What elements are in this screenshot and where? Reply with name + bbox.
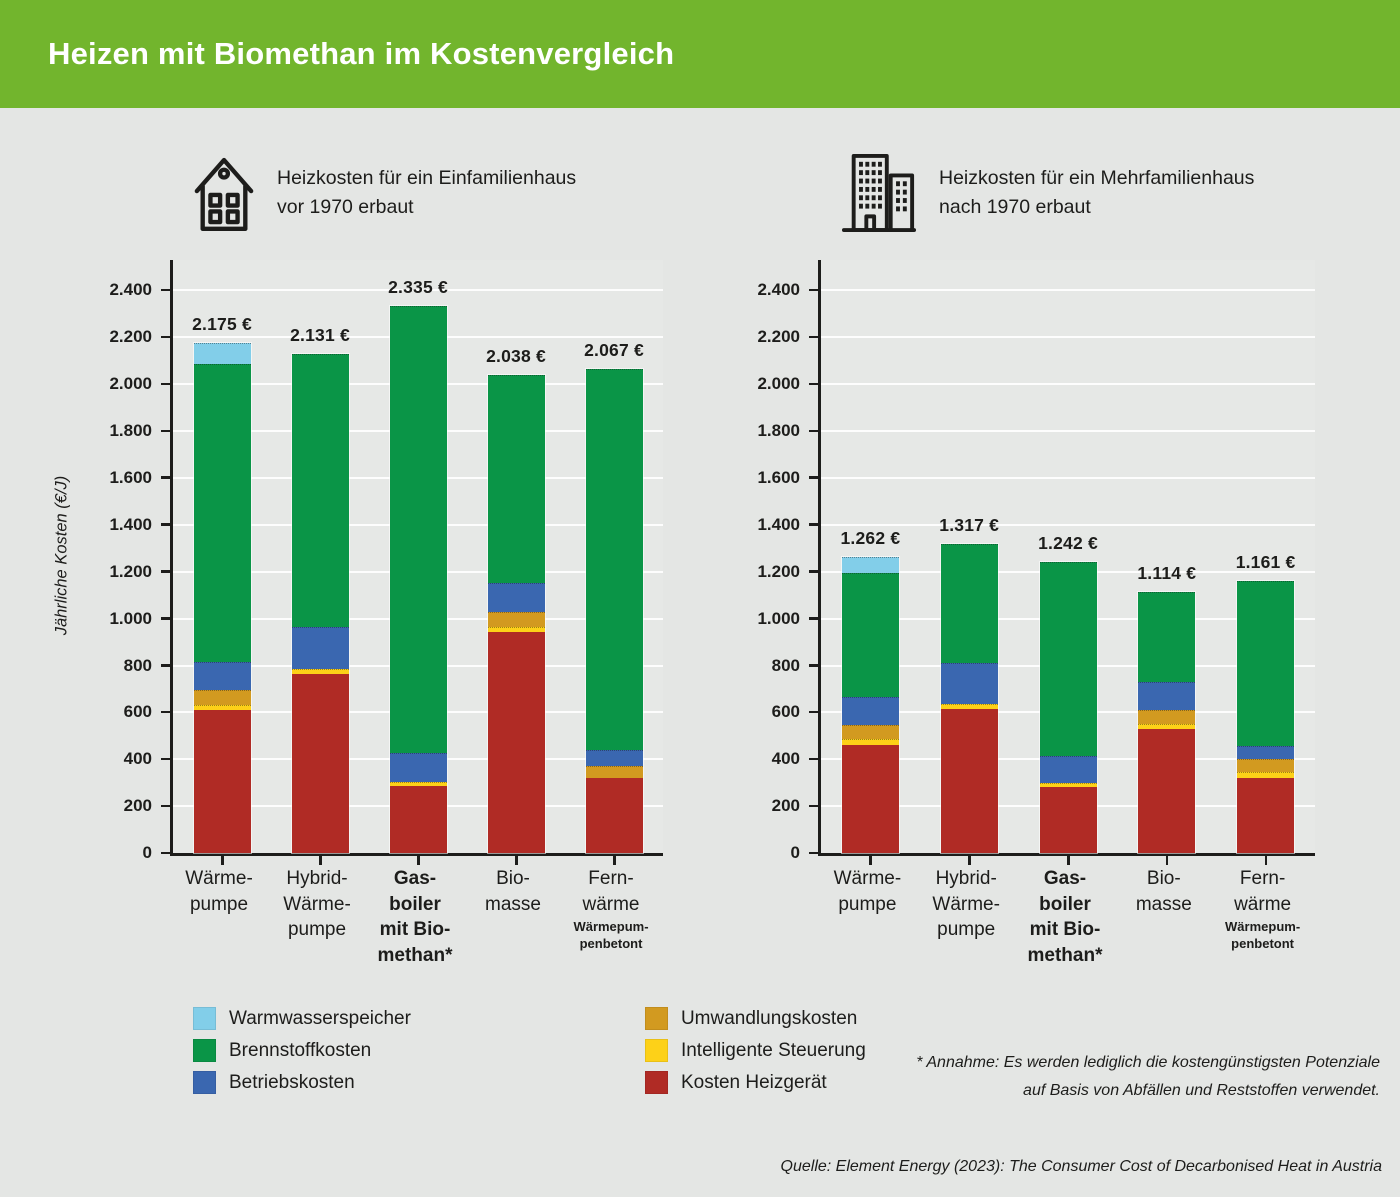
- bar-segment: [1138, 710, 1195, 724]
- category-label: Wärme- pumpe: [185, 868, 253, 915]
- y-tick-mark: [809, 476, 821, 479]
- category-sublabel: Wärmepum- penbetont: [573, 919, 649, 952]
- category-label: Fern- wärme Wärmepum- penbetont: [1198, 866, 1328, 953]
- source-credit: Quelle: Element Energy (2023): The Consumer Cost of Decarbonised Heat in Austria: [780, 1158, 1382, 1175]
- y-tick-label: 2.400: [757, 280, 800, 300]
- y-tick-label: 800: [123, 655, 152, 675]
- bar-segment: [194, 690, 251, 705]
- category-label: Fern- wärme Wärmepum- penbetont: [546, 866, 676, 953]
- x-tick-mark: [417, 856, 420, 865]
- y-tick-mark: [161, 336, 173, 339]
- y-tick-mark: [809, 523, 821, 526]
- y-tick-label: 400: [123, 749, 152, 769]
- y-tick-mark: [809, 430, 821, 433]
- legend-label: Betriebskosten: [229, 1071, 355, 1093]
- bar-total-label: 2.335 €: [388, 276, 448, 297]
- bar-segment: [1040, 562, 1097, 756]
- bar-segment: [194, 662, 251, 690]
- y-axis-labels: [748, 260, 810, 862]
- bar-segment: [488, 583, 545, 611]
- x-axis-labels: [818, 866, 1312, 986]
- y-tick-label: 0: [790, 843, 800, 862]
- category-label: Gas- boiler mit Bio- methan*: [377, 868, 453, 966]
- legend-label: Intelligente Steuerung: [680, 1039, 866, 1061]
- y-tick-label: 200: [771, 796, 800, 816]
- category-label: Bio- masse: [1135, 868, 1192, 915]
- category-sublabel: Wärmepum- penbetont: [1225, 919, 1301, 952]
- y-tick-label: 1.000: [109, 608, 152, 628]
- bar-segment: [1138, 592, 1195, 682]
- legend-item: [193, 1007, 411, 1030]
- stacked-bar: [1040, 562, 1097, 853]
- y-tick-mark: [809, 758, 821, 761]
- legend-label: Kosten Heizgerät: [680, 1071, 827, 1093]
- bar-segment: [1040, 787, 1097, 853]
- chart-subtitle: [939, 164, 1254, 223]
- bar-total-label: 1.262 €: [840, 528, 901, 549]
- stacked-bar: [941, 544, 998, 853]
- y-tick-label: 400: [771, 749, 800, 769]
- y-tick-label: 2.000: [757, 374, 800, 394]
- legend-swatch: [193, 1007, 216, 1030]
- y-tick-mark: [809, 805, 821, 808]
- chart-subtitle: [277, 164, 576, 223]
- y-tick-label: 2.000: [109, 374, 152, 394]
- bar-segment: [842, 557, 899, 573]
- stacked-bar: [390, 306, 447, 853]
- y-tick-label: 1.800: [109, 421, 152, 441]
- footnote-line: auf Basis von Abfällen und Reststoffen verwendet.: [1023, 1081, 1380, 1099]
- x-axis-labels: [170, 866, 660, 986]
- x-tick-mark: [869, 856, 872, 865]
- y-tick-label: 2.200: [109, 327, 152, 347]
- x-tick-mark: [319, 856, 322, 865]
- bar-segment: [586, 766, 643, 778]
- y-tick-mark: [161, 711, 173, 714]
- bar-segment: [1040, 756, 1097, 783]
- chart-einfamilienhaus: [100, 150, 678, 990]
- stacked-bar: [1138, 592, 1195, 853]
- y-tick-mark: [809, 664, 821, 667]
- y-tick-label: 600: [123, 702, 152, 722]
- gridline: [821, 430, 1315, 432]
- bar-segment: [194, 343, 251, 364]
- y-tick-mark: [161, 758, 173, 761]
- gridline: [821, 524, 1315, 526]
- y-axis-labels: [100, 260, 162, 862]
- category-label: Hybrid- Wärme- pumpe: [283, 868, 351, 941]
- y-tick-label: 1.800: [757, 421, 800, 441]
- legend-item: [645, 1007, 866, 1030]
- chart-header: [193, 152, 576, 234]
- y-tick-label: 600: [771, 702, 800, 722]
- bar-segment: [1138, 729, 1195, 853]
- bar-segment: [194, 710, 251, 853]
- bar-total-label: 1.242 €: [1038, 532, 1098, 553]
- bar-segment: [941, 709, 998, 853]
- x-tick-mark: [221, 856, 224, 865]
- legend-item: [645, 1071, 866, 1094]
- y-tick-mark: [809, 383, 821, 386]
- stacked-bar: [842, 557, 899, 853]
- footnote: [916, 1049, 1380, 1104]
- legend-swatch: [193, 1071, 216, 1094]
- bar-segment: [292, 674, 349, 853]
- bar-segment: [1237, 581, 1294, 746]
- y-tick-mark: [161, 617, 173, 620]
- plot-area: [818, 260, 1315, 856]
- bar-segment: [1237, 778, 1294, 853]
- legend: [193, 1007, 866, 1094]
- category-label: Gas- boiler mit Bio- methan*: [1027, 868, 1103, 966]
- plot-area: [170, 260, 663, 856]
- gridline: [821, 289, 1315, 291]
- chart-subtitle-line: vor 1970 erbaut: [277, 196, 414, 218]
- chart-subtitle-line: Heizkosten für ein Einfamilienhaus: [277, 166, 577, 189]
- bar-total-label: 2.038 €: [486, 346, 546, 367]
- bar-segment: [488, 375, 545, 583]
- bar-segment: [488, 632, 545, 853]
- bar-total-label: 1.114 €: [1137, 562, 1197, 583]
- bar-segment: [292, 627, 349, 669]
- x-tick-mark: [515, 856, 518, 865]
- legend-column: [193, 1007, 411, 1094]
- y-tick-mark: [161, 430, 173, 433]
- footnote-line: * Annahme: Es werden lediglich die kostengünstigsten Potenziale: [916, 1054, 1380, 1071]
- gridline: [821, 477, 1315, 479]
- y-tick-label: 1.200: [757, 561, 800, 581]
- legend-swatch: [645, 1071, 668, 1094]
- x-tick-mark: [968, 856, 971, 865]
- legend-label: Umwandlungskosten: [680, 1007, 858, 1029]
- y-tick-mark: [809, 570, 821, 573]
- x-tick-mark: [613, 856, 616, 865]
- bar-segment: [586, 750, 643, 766]
- y-tick-label: 1.600: [757, 467, 800, 487]
- bar-segment: [390, 786, 447, 853]
- y-tick-mark: [161, 570, 173, 573]
- bar-segment: [842, 697, 899, 725]
- y-tick-label: 800: [771, 655, 800, 675]
- y-tick-mark: [161, 852, 173, 855]
- bar-segment: [941, 544, 998, 663]
- legend-item: [645, 1039, 866, 1062]
- bar-segment: [390, 306, 447, 754]
- bar-segment: [842, 725, 899, 739]
- bar-segment: [1237, 746, 1294, 759]
- bar-segment: [941, 663, 998, 704]
- legend-label: Brennstoffkosten: [229, 1039, 372, 1061]
- house-icon: [193, 152, 255, 234]
- y-tick-label: 0: [142, 843, 152, 862]
- x-tick-mark: [1166, 856, 1169, 865]
- stacked-bar: [1237, 581, 1294, 853]
- bar-total-label: 2.131 €: [290, 324, 350, 345]
- y-tick-mark: [809, 852, 821, 855]
- y-tick-mark: [161, 664, 173, 667]
- legend-item: [193, 1071, 411, 1094]
- y-tick-mark: [809, 711, 821, 714]
- bar-segment: [1237, 759, 1294, 772]
- chart-subtitle-line: nach 1970 erbaut: [939, 196, 1091, 218]
- bar-total-label: 2.175 €: [192, 314, 252, 335]
- legend-swatch: [645, 1039, 668, 1062]
- bar-segment: [842, 573, 899, 697]
- category-label: Wärme- pumpe: [833, 868, 902, 915]
- bar-total-label: 2.067 €: [584, 339, 644, 360]
- chart-header: [841, 152, 1254, 234]
- page-title: Heizen mit Biomethan im Kostenvergleich: [48, 36, 675, 71]
- bar-segment: [586, 778, 643, 853]
- y-tick-mark: [161, 523, 173, 526]
- gridline: [821, 383, 1315, 385]
- x-tick-mark: [1265, 856, 1268, 865]
- chart-subtitle-line: Heizkosten für ein Mehrfamilienhaus: [939, 166, 1255, 189]
- stacked-bar: [488, 375, 545, 853]
- legend-column: [645, 1007, 866, 1094]
- y-tick-label: 2.400: [109, 280, 152, 300]
- gridline: [821, 336, 1315, 338]
- bar-segment: [292, 354, 349, 627]
- stacked-bar: [586, 369, 643, 853]
- bar-segment: [842, 745, 899, 853]
- x-tick-mark: [1067, 856, 1070, 865]
- y-tick-mark: [809, 289, 821, 292]
- y-tick-label: 1.600: [109, 467, 152, 487]
- building-icon: [841, 152, 917, 234]
- y-tick-label: 1.400: [109, 514, 152, 534]
- stacked-bar: [292, 354, 349, 853]
- bar-segment: [390, 753, 447, 781]
- bar-segment: [488, 612, 545, 627]
- chart-mehrfamilienhaus: [748, 150, 1330, 990]
- y-tick-label: 1.200: [109, 561, 152, 581]
- category-label: Hybrid- Wärme- pumpe: [932, 868, 1000, 941]
- y-tick-mark: [809, 617, 821, 620]
- y-tick-mark: [161, 383, 173, 386]
- y-tick-mark: [161, 805, 173, 808]
- legend-item: [193, 1039, 411, 1062]
- bar-segment: [194, 364, 251, 662]
- y-tick-label: 200: [123, 796, 152, 816]
- category-label: Bio- masse: [485, 868, 541, 915]
- y-tick-label: 2.200: [757, 327, 800, 347]
- legend-swatch: [193, 1039, 216, 1062]
- y-axis-title: Jährliche Kosten (€/J): [52, 475, 71, 636]
- bar-total-label: 1.161 €: [1235, 551, 1296, 572]
- bar-segment: [586, 369, 643, 750]
- legend-swatch: [645, 1007, 668, 1030]
- y-tick-label: 1.400: [757, 514, 800, 534]
- bar-total-label: 1.317 €: [939, 515, 1000, 536]
- legend-label: Warmwasserspeicher: [229, 1007, 411, 1029]
- stacked-bar: [194, 343, 251, 853]
- y-tick-mark: [809, 336, 821, 339]
- y-tick-mark: [161, 289, 173, 292]
- bar-segment: [1138, 682, 1195, 710]
- y-tick-mark: [161, 476, 173, 479]
- y-tick-label: 1.000: [757, 608, 800, 628]
- header-bar: [0, 0, 1400, 108]
